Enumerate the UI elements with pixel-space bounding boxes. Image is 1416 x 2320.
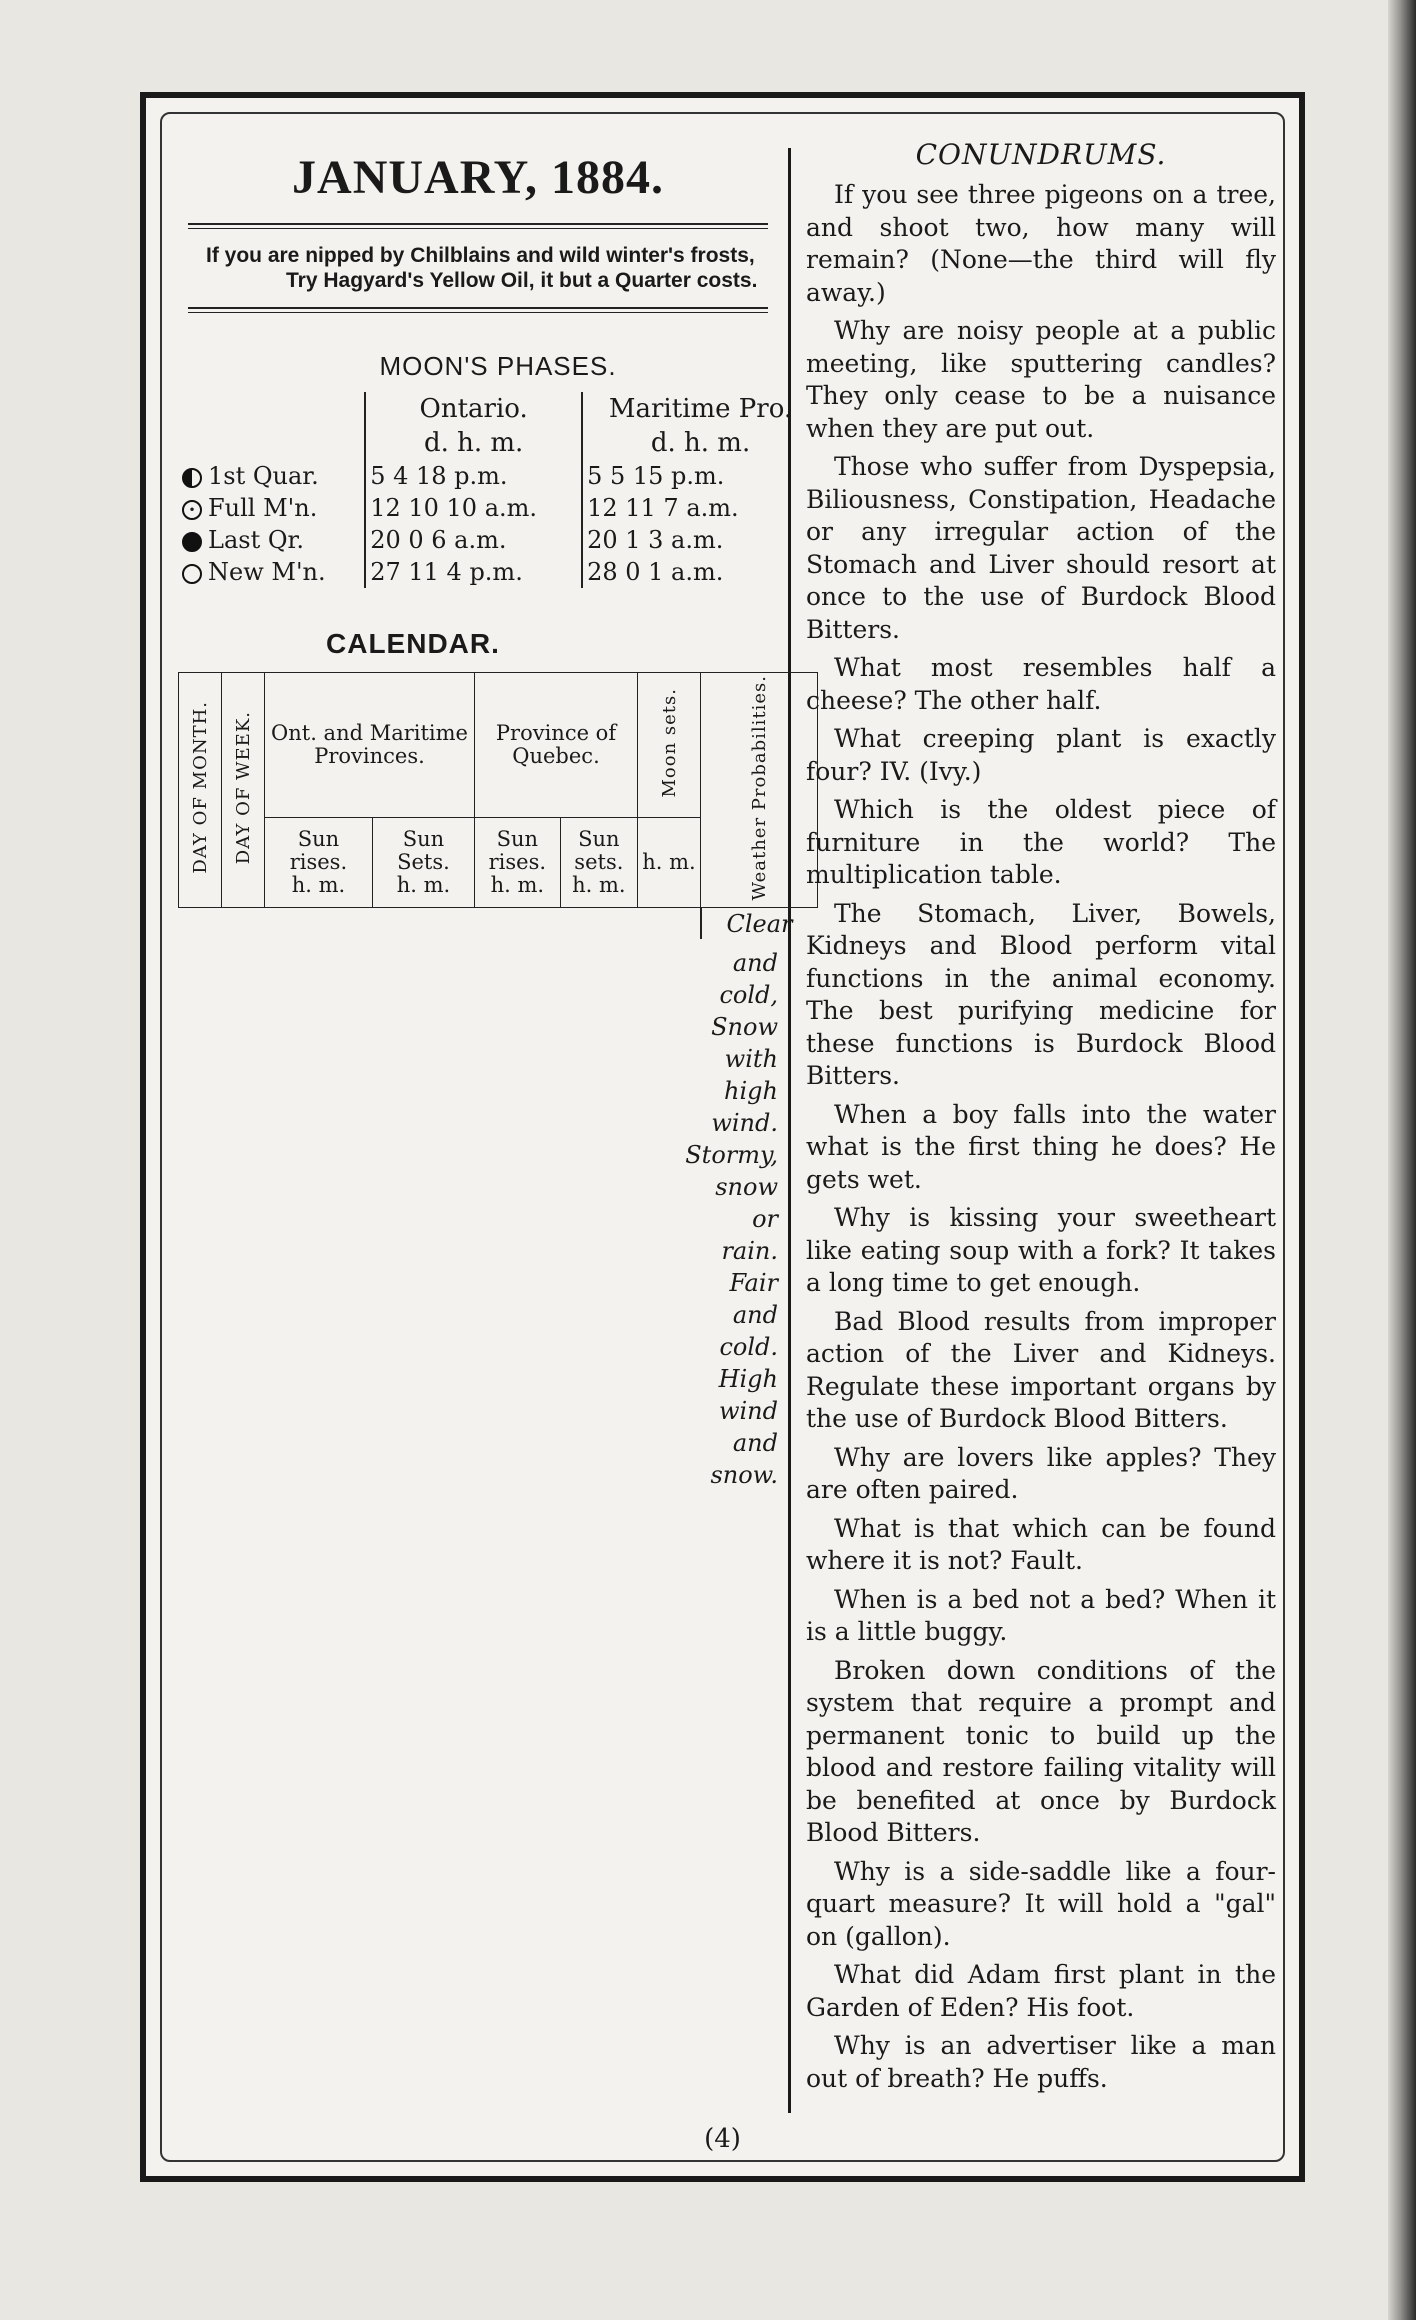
header-sunsets: Sun Sets. h. m. — [372, 818, 474, 908]
header-moon-sets: Moon sets. — [658, 687, 680, 798]
conundrum-paragraph: What is that which can be found where it is not? Fault. — [806, 1513, 1276, 1575]
weather-word: Clear — [701, 908, 818, 940]
calendar-title: CALENDAR. — [326, 628, 500, 659]
conundrum-paragraph: The Stomach, Liver, Bowels, Kidneys and Blood perform vital functions in the animal economy. The best purifying medicine for these functions is Burdock Blood Bitters. — [806, 898, 1276, 1090]
conundrums-column — [806, 138, 1276, 2101]
conundrums-title: CONUNDRUMS. — [915, 138, 1167, 171]
moon-maritime: 12 11 7 a.m. — [582, 492, 818, 524]
weather-word: Snow — [711, 1013, 778, 1042]
moon-units: d. h. m. — [365, 426, 582, 460]
moon-units: d. h. m. — [582, 426, 818, 460]
weather-word: and — [732, 949, 778, 978]
weather-word: cold. — [719, 1333, 778, 1362]
header-weather: Weather Probabilities. — [748, 675, 770, 901]
moon-ontario: 20 0 6 a.m. — [365, 524, 582, 556]
new-moon-icon — [182, 564, 202, 584]
page-number: (4) — [704, 2124, 741, 2154]
moon-maritime: 20 1 3 a.m. — [582, 524, 818, 556]
moon-label: 1st Quar. — [208, 462, 319, 490]
weather-word: high — [724, 1077, 778, 1106]
conundrum-paragraph: When is a bed not a bed? When it is a little buggy. — [806, 1584, 1276, 1646]
weather-word: cold, — [719, 981, 778, 1010]
conundrum-paragraph: What most resembles half a cheese? The other half. — [806, 653, 1276, 715]
calendar-table — [178, 672, 818, 939]
first-quarter-icon — [182, 468, 202, 488]
header-day-of-month: DAY OF MONTH. — [189, 701, 211, 875]
conundrum-paragraph: Why is kissing your sweetheart like eating soup with a fork? It takes a long time to get enough. — [806, 1203, 1276, 1297]
moon-maritime: 28 0 1 a.m. — [582, 556, 818, 588]
header-sunsets-q: Sun sets. h. m. — [560, 818, 637, 908]
conundrum-paragraph: Why is an advertiser like a man out of breath? He puffs. — [806, 2031, 1276, 2093]
conundrum-paragraph: Broken down conditions of the system that require a prompt and permanent tonic to build up the blood and restore failing vitality will be benefited at once by Burdock Blood Bitters. — [806, 1655, 1276, 1847]
conundrum-paragraph: Why is a side-saddle like a four-quart measure? It will hold a "gal" on (gallon). — [806, 1856, 1276, 1951]
header-hm: h. m. — [572, 873, 626, 898]
verse-line: If you are nipped by Chilblains and wild winter's frosts, — [206, 244, 755, 267]
moon-ontario: 5 4 18 p.m. — [365, 460, 582, 492]
header-sunrises: Sun rises. h. m. — [265, 818, 373, 908]
header-quebec: Province of Quebec. — [475, 673, 638, 818]
header-hm-moon: h. m. — [638, 818, 701, 908]
moon-maritime: 5 5 15 p.m. — [582, 460, 818, 492]
last-quarter-icon — [182, 532, 202, 552]
weather-word: and — [732, 1429, 778, 1458]
weather-word: or — [752, 1205, 778, 1234]
weather-word: with — [724, 1045, 778, 1074]
page-title: JANUARY, 1884. — [292, 151, 664, 204]
moon-ontario: 27 11 4 p.m. — [365, 556, 582, 588]
moon-label: New M'n. — [208, 558, 326, 586]
conundrum-paragraph: Why are noisy people at a public meeting, like sputtering candles? They only cease to be a nuisance when they are put out. — [806, 316, 1276, 443]
moon-phases-table — [178, 392, 818, 588]
conundrum-paragraph: Those who suffer from Dyspepsia, Biliousness, Constipation, Headache or any irregular action of the Stomach and Liver should resort at once to the use of Burdock Blood Bitters. — [806, 452, 1276, 644]
conundrum-paragraph: Which is the oldest piece of furniture in the world? The multiplication table. — [806, 795, 1276, 889]
header-hm: h. m. — [291, 873, 346, 898]
header-hm: h. m. — [396, 873, 451, 898]
conundrum-list — [806, 179, 1276, 2095]
header-sunrises-q: Sun rises. h. m. — [475, 818, 561, 908]
moon-row — [178, 492, 818, 524]
verse-line: Try Hagyard's Yellow Oil, it but a Quarter costs. — [286, 269, 758, 292]
weather-word: and — [732, 1301, 778, 1330]
double-rule — [188, 223, 768, 229]
moon-row — [178, 524, 818, 556]
conundrum-paragraph: When a boy falls into the water what is the first thing he does? He gets wet. — [806, 1099, 1276, 1194]
left-column — [178, 128, 793, 1491]
conundrum-paragraph: Bad Blood results from improper action of the Liver and Kidneys. Regulate these important organs by the use of Burdock Blood Bitters. — [806, 1306, 1276, 1433]
weather-word: Stormy, — [685, 1141, 778, 1170]
moon-col-ontario: Ontario. — [365, 392, 582, 426]
header-ontario: Ont. and Maritime Provinces. — [265, 673, 475, 818]
moon-phases-title: MOON'S PHASES. — [379, 351, 617, 381]
moon-row — [178, 556, 818, 588]
conundrum-paragraph: What creeping plant is exactly four? IV. (Ivy.) — [806, 724, 1276, 786]
weather-word: Fair — [729, 1269, 778, 1298]
conundrum-paragraph: What did Adam first plant in the Garden of Eden? His foot. — [806, 1960, 1276, 2022]
weather-word: High — [718, 1365, 778, 1394]
moon-label: Last Qr. — [208, 526, 304, 554]
conundrum-paragraph: Why are lovers like apples? They are often paired. — [806, 1442, 1276, 1504]
header-hm: h. m. — [490, 873, 545, 898]
conundrum-paragraph: If you see three pigeons on a tree, and shoot two, how many will remain? (None—the third will fly away.) — [806, 180, 1276, 307]
moon-label: Full M'n. — [208, 494, 318, 522]
calendar-body — [179, 908, 818, 940]
full-moon-icon — [182, 500, 202, 520]
almanac-page — [140, 92, 1305, 2182]
weather-word: wind — [718, 1397, 778, 1426]
moon-col-maritime: Maritime Pro. — [582, 392, 818, 426]
double-rule — [188, 307, 768, 313]
scan-edge — [1388, 0, 1416, 2320]
verse — [206, 243, 778, 293]
weather-word: wind. — [711, 1109, 778, 1138]
moon-ontario: 12 10 10 a.m. — [365, 492, 582, 524]
weather-word: snow — [715, 1173, 778, 1202]
weather-word: rain. — [721, 1237, 778, 1266]
header-day-of-week: DAY OF WEEK. — [232, 711, 254, 865]
weather-word: snow. — [710, 1461, 778, 1490]
moon-row — [178, 460, 818, 492]
